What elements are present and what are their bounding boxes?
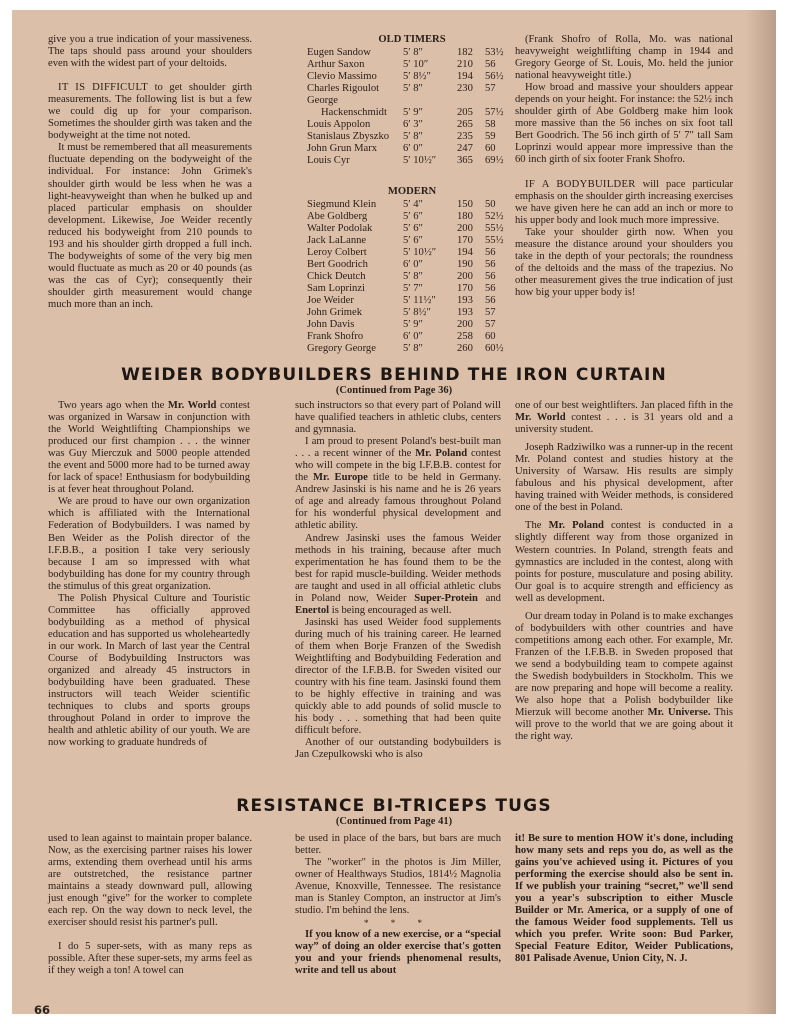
athlete-height: 5′ 8″ (403, 47, 423, 59)
athlete-height: 5′ 9″ (403, 107, 423, 119)
paragraph: I am proud to present Poland's best-built man . . . a recent winner of the Mr. Poland contest who will compete in the big I.F.B.B. contest for the Mr. Europe title to be held in Germany. Andrew Jasinski is his name and he is 26 years of age and already famous throughout Poland for his wonderful physical development and athletic ability. (295, 436, 501, 532)
table-row (307, 143, 517, 155)
paragraph-bold: If you know of a new exercise, or a “special way” of doing an older exercise that's gotten you and your friends phenomenal results, write and tell us about (295, 929, 501, 977)
tugs-column-2 (295, 833, 501, 978)
athlete-name: Chick Deutch (307, 270, 366, 282)
athlete-bodyweight: 210 (457, 59, 473, 71)
headline-iron-curtain: WEIDER BODYBUILDERS BEHIND THE IRON CURTAIN (121, 365, 667, 385)
athlete-shoulder-girth: 57 (485, 83, 496, 95)
athlete-name: John Grimek (307, 306, 363, 318)
athlete-bodyweight: 170 (457, 282, 473, 294)
athlete-bodyweight: 193 (457, 294, 473, 306)
athlete-name: Walter Podolak (307, 222, 373, 234)
paragraph: give you a true indication of your massiveness. The taps should pass around your shoulders even with the widest part of your deltoids. (48, 34, 252, 70)
athlete-bodyweight: 205 (457, 107, 473, 119)
athlete-name: John Davis (307, 319, 355, 331)
athlete-height: 5′ 8″ (403, 83, 423, 95)
athlete-name: Bert Goodrich (307, 258, 368, 270)
paragraph: Another of our outstanding bodybuilders is Jan Czepulkowski who is also (295, 737, 501, 761)
continued-note: (Continued from Page 36) (335, 385, 453, 396)
athlete-height: 5′ 8½″ (403, 71, 431, 83)
paragraph: The "worker" in the photos is Jim Miller, owner of Healthways Studios, 1814½ Magnolia Avenue, Knoxville, Tennessee. The resistance man is Stanley Compton, an instructor at Jim's studio. I'm behind the lens. (295, 857, 501, 917)
athlete-height: 5′ 8″ (403, 131, 423, 143)
athlete-name: Louis Appolon (307, 119, 371, 131)
athlete-shoulder-girth: 57 (485, 306, 496, 318)
athlete-height: 6′ 0″ (403, 331, 423, 343)
athlete-name: Siegmund Klein (307, 198, 377, 210)
athlete-height: 5′ 9″ (403, 319, 423, 331)
table-row (307, 83, 517, 95)
section-divider-stars: * * * (364, 918, 432, 929)
athlete-shoulder-girth: 60½ (485, 343, 504, 355)
table-row (307, 211, 517, 223)
athlete-height: 5′ 7″ (403, 282, 423, 294)
athlete-bodyweight: 258 (457, 331, 473, 343)
page-number: 66 (34, 1003, 51, 1017)
athlete-name: Leroy Colbert (307, 246, 367, 258)
paragraph: used to lean against to maintain proper balance. Now, as the exercising partner raises his lower arms, extending them overhead until his arms are outstretched, the resistance partner maintains a steady downward pull, allowing just enough “give” for the worker to complete each rep. On the way down to neck level, the exerciser should resist his partner's pull. (48, 833, 252, 929)
athlete-shoulder-girth: 50 (485, 198, 496, 210)
athlete-bodyweight: 200 (457, 270, 473, 282)
paragraph-text: to get shoulder girth measurements. The following list is but a few we could dig up for your comparison. Sometimes the shoulder girth was taken and the bodyweight at the time not noted. (48, 82, 252, 142)
athlete-name: Joe Weider (307, 294, 354, 306)
athlete-name: Clevio Massimo (307, 71, 377, 83)
athlete-bodyweight: 260 (457, 343, 473, 355)
magazine-page (12, 10, 776, 1017)
athlete-bodyweight (457, 95, 485, 107)
table-row (307, 295, 517, 307)
athlete-name: Frank Shofro (307, 331, 364, 343)
athlete-name: George (307, 95, 338, 107)
table-row (307, 283, 517, 295)
table-row (307, 319, 517, 331)
athlete-bodyweight: 150 (457, 198, 473, 210)
table-row (307, 119, 517, 131)
shoulder-article-column-3 (515, 34, 733, 299)
table-row (307, 247, 517, 259)
table-row (307, 343, 517, 355)
athlete-shoulder-girth: 56 (485, 59, 496, 71)
athlete-height: 5′ 8″ (403, 343, 423, 355)
athlete-height: 5′ 10½″ (403, 246, 437, 258)
athlete-name: Hackenschmidt (321, 107, 387, 119)
athlete-shoulder-girth: 52½ (485, 210, 504, 222)
table-row (307, 271, 517, 283)
athlete-height: 5′ 4″ (403, 198, 423, 210)
paragraph: Take your shoulder girth now. When you measure the distance around your shoulders you take in the depth of your pectorals; the roundness of the deltoids and the mass of the trapezius. No other measurement gives the true indication of just how big your upper body is! (515, 226, 733, 298)
athlete-shoulder-girth: 55½ (485, 234, 504, 246)
athlete-height: 5′ 6″ (403, 210, 423, 222)
lead-in-caps: IT IS DIFFICULT (58, 82, 149, 94)
athlete-bodyweight: 180 (457, 210, 473, 222)
table-row (307, 199, 517, 211)
old-timers-rows (307, 47, 517, 167)
iron-curtain-column-1 (48, 400, 250, 749)
athlete-shoulder-girth: 58 (485, 119, 496, 131)
athlete-shoulder-girth: 57 (485, 319, 496, 331)
athlete-bodyweight: 170 (457, 234, 473, 246)
paragraph: Andrew Jasinski uses the famous Weider methods in his training, because after much experimentation he has found them to be the best for rapid muscle-building. Weider methods are taught and used in all official athletic clubs in Poland now, Weider Super-Protein and Enertol is being encouraged as well. (295, 532, 501, 616)
iron-curtain-column-3 (515, 400, 733, 743)
athlete-height: 6′ 0″ (403, 143, 423, 155)
athlete-bodyweight: 194 (457, 246, 473, 258)
athlete-height: 6′ 0″ (403, 258, 423, 270)
tugs-column-1 (48, 833, 252, 978)
athlete-bodyweight: 193 (457, 306, 473, 318)
paragraph: It must be remembered that all measurements fluctuate depending on the bodyweight of the individual. For instance: John Grimek's shoulder girth would be less when he was a light-heavyweight than when he bulked up and placed particular emphasis on shoulder development. Likewise, Joe Weider recently reduced his bodyweight from 210 pounds to 193 and his shoulder girth dropped a full inch. The bodyweights of some of the very big men would fluctuate as much as 20 or 40 pounds (as was the cas of Cyr); consequently their shoulder girth measurement would change much more than an inch. (48, 142, 252, 310)
athlete-shoulder-girth: 55½ (485, 222, 504, 234)
paragraph: How broad and massive your shoulders appear depends on your height. For instance: the 52½ inch shoulder girth of Abe Goldberg make him look more massive than the 56 inches on six foot tall Bert Goodrich. The 56 inch girth of 5′ 7″ tall Sam Loprinzi would appear more impressive than the 60 inch girth of six footer Frank Shofro. (515, 82, 733, 166)
athlete-name: Stanislaus Zbyszko (307, 131, 390, 143)
athlete-name: Arthur Saxon (307, 59, 365, 71)
athlete-bodyweight: 200 (457, 319, 473, 331)
table-row (307, 131, 517, 143)
athlete-bodyweight: 190 (457, 258, 473, 270)
table-row (307, 47, 517, 59)
lead-in-caps: IF A BODYBUILDER (525, 178, 636, 190)
athlete-shoulder-girth (485, 95, 515, 107)
athlete-name: Jack LaLanne (307, 234, 367, 246)
table-row (307, 107, 517, 119)
athlete-name: Gregory George (307, 343, 376, 355)
athlete-height: 6′ 3″ (403, 119, 423, 131)
athlete-name: Sam Loprinzi (307, 282, 365, 294)
athlete-shoulder-girth: 57½ (485, 107, 504, 119)
athlete-shoulder-girth: 60 (485, 331, 496, 343)
paragraph: We are proud to have our own organization which is affiliated with the International Federation of Bodybuilders. I was named by Ben Weider as the Polish director of the I.F.B.B., a position I take very seriously because I am so impressed with what bodybuilding has done for my country through the stimulus of this great organization. (48, 496, 250, 592)
table-section-title-modern: MODERN (387, 185, 437, 197)
shoulder-article-column-1 (48, 34, 252, 311)
athlete-bodyweight: 182 (457, 47, 473, 59)
athlete-height: 5′ 10½″ (403, 155, 437, 167)
paragraph: such instructors so that every part of Poland will have qualified teachers in athletic clubs, centers and gymnasia. (295, 400, 501, 436)
paragraph: Jasinski has used Weider food supplements during much of his training career. He learned of them when Borje Franzen of the Swedish Weightlifting and Bodybuilding Federation and director of the I.F.B.B. for Sweden visited our country with his fine team. Jasinski found them to be highly effective in training and was quickly able to add pounds of solid muscle to his body . . . something that had been quite difficult before. (295, 616, 501, 737)
table-row (307, 155, 517, 167)
paragraph-text: will pace particular emphasis on the shoulder girth increasing exercises we have given here he can add an inch or more to his upper body and look much more impressive. (515, 178, 734, 226)
paragraph: Two years ago when the Mr. World contest was organized in Warsaw in conjunction with the World Weightlifting Championships we produced our first champion . . . the winner was Guy Mierczuk and 5000 people attended the event and 5000 more had to be turned away for lack of space! Enthusiasm for bodybuilding is at fever heat throughout Poland. (48, 400, 250, 496)
athlete-height: 5′ 8½″ (403, 306, 431, 318)
iron-curtain-column-2 (295, 400, 501, 761)
paragraph: (Frank Shofro of Rolla, Mo. was national heavyweight weightlifting champ in 1944 and Gregory George of St. Louis, Mo. held the junior national heavyweight title.) (515, 34, 733, 82)
paragraph: The Polish Physical Culture and Touristic Committee has officially approved bodybuilding as a method of physical education and has supported us wholeheartedly in our work. In March of last year the Central Course of Bodybuilding Instructors was organized and already 45 instructors in bodybuilding have been graduated. These instructors will teach Weider scientific techniques to clubs and sports groups throughout Poland in order to improve the health and athletic ability of our youth. We are now working to graduate hundreds of (48, 592, 250, 749)
athlete-bodyweight: 235 (457, 131, 473, 143)
athlete-shoulder-girth: 60 (485, 143, 496, 155)
table-row (307, 259, 517, 271)
athlete-height: 5′ 6″ (403, 222, 423, 234)
table-row (307, 307, 517, 319)
athlete-bodyweight: 365 (457, 155, 473, 167)
athlete-shoulder-girth: 56½ (485, 71, 504, 83)
athlete-bodyweight: 265 (457, 119, 473, 131)
athlete-name: Eugen Sandow (307, 47, 371, 59)
athlete-bodyweight: 200 (457, 222, 473, 234)
table-row (307, 235, 517, 247)
athlete-height: 5′ 10″ (403, 59, 429, 71)
paragraph (515, 179, 733, 227)
tugs-column-3 (515, 833, 733, 966)
table-row (307, 95, 517, 107)
athlete-height: 5′ 11½″ (403, 294, 436, 306)
headline-bi-triceps-tugs: RESISTANCE BI-TRICEPS TUGS (236, 796, 552, 816)
athlete-height: 5′ 6″ (403, 234, 423, 246)
table-section-title-old-timers: OLD TIMERS (378, 34, 446, 45)
athlete-shoulder-girth: 56 (485, 270, 496, 282)
paragraph: Our dream today in Poland is to make exchanges of bodybuilders with other countries and have competitions among each other. For example, Mr. Franzen of the I.F.B.B. in Sweden proposed that we send a bodybuilding team to compete against the Swedish bodybuilders in Stockholm. This we are now preparing and hope will become a reality. We also hope that a Polish bodybuilder like Mierzuk will become another Mr. Universe. This will prove to the world that we are going about it the right way. (515, 610, 734, 743)
modern-rows (307, 199, 517, 356)
paragraph-bold: it! Be sure to mention HOW it's done, including how many sets and reps you do, as well as the gains you've achieved using it. Pictures of you performing the exercise should also be sent in. If we publish your training “secret,” we'll send you a year's subscription to either Muscle Builder or Mr. America, or a supply of one of the famous Weider food supplements. Tell us which you prefer. Write soon: Bud Parker, Special Feature Editor, Weider Publications, 801 Palisade Avenue, Union City, N. J. (515, 833, 733, 965)
table-row (307, 331, 517, 343)
athlete-shoulder-girth: 53½ (485, 47, 504, 59)
continued-note: (Continued from Page 41) (335, 816, 453, 827)
athlete-height: 5′ 8″ (403, 270, 423, 282)
paragraph (48, 82, 252, 142)
table-row (307, 71, 517, 83)
athlete-bodyweight: 194 (457, 71, 473, 83)
paragraph: Joseph Radziwilko was a runner-up in the recent Mr. Poland contest and studies history at the University of Warsaw. His results are simply fabulous and his physical development, after having trained with Weider methods, is considered one of the best in Poland. (515, 442, 733, 514)
athlete-shoulder-girth: 69½ (485, 155, 504, 167)
athlete-shoulder-girth: 56 (485, 258, 496, 270)
athlete-name: John Grun Marx (307, 143, 378, 155)
table-row (307, 59, 517, 71)
athlete-shoulder-girth: 56 (485, 282, 496, 294)
athlete-shoulder-girth: 56 (485, 294, 496, 306)
paragraph: be used in place of the bars, but bars are much better. (295, 833, 501, 857)
shoulder-girth-table (307, 34, 517, 355)
paragraph: one of our best weightlifters. Jan placed fifth in the Mr. World contest . . . is 31 years old and a university student. (515, 400, 733, 436)
athlete-name: Louis Cyr (307, 155, 350, 167)
athlete-shoulder-girth: 56 (485, 246, 496, 258)
athlete-bodyweight: 230 (457, 83, 473, 95)
athlete-height (403, 95, 457, 107)
athlete-shoulder-girth: 59 (485, 131, 496, 143)
athlete-name: Charles Rigoulot (307, 83, 380, 95)
athlete-bodyweight: 247 (457, 143, 473, 155)
athlete-name: Abe Goldberg (307, 210, 368, 222)
table-row (307, 223, 517, 235)
paragraph: The Mr. Poland contest is conducted in a slightly different way from those organized in Western countries. In Poland, strength feats and gymnastics are included in the contest, along with points for posture, musculature and posing ability. Our goal is to acquire strength and efficiency as well as development. (515, 520, 733, 604)
paragraph: I do 5 super-sets, with as many reps as possible. After these super-sets, my arms feel as if they weigh a ton! A towel can (48, 941, 252, 977)
